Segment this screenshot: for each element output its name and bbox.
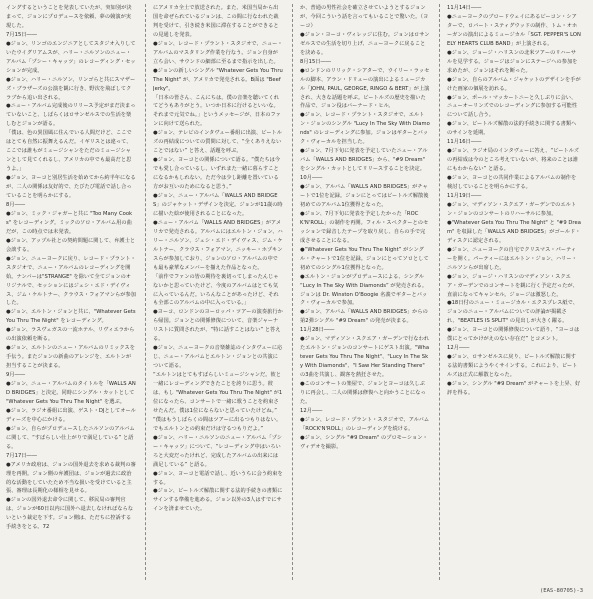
paragraph: ●ジョン、ジョージ・ハリスンのマディソン・スクエア・ガーデンでのコンサートを観に行く予定だったが、直前になってキャンセル。ジョージは激怒した。	[447, 273, 578, 298]
paragraph: 10月――	[300, 175, 323, 182]
paragraph: イングするということを発表していたが、突如別が決まって、ジョンにプロデュースを依頼、夢の競演が実現した。	[6, 5, 132, 29]
paragraph: ●エルトン・ジョンがプロデュースによる、シングル “Lucy In The Sky With Diamonds” が発売される。ジョンは Dr. Winston O'Boogie 名義でギターとバック・ヴォーカルで参加。	[300, 273, 428, 307]
text-column-4	[447, 4, 581, 582]
paragraph: ●ジョン、ヨーコとの共同作業によるアルバムの制作を検討していることを明らかにする。	[447, 175, 577, 191]
paragraph: ●ジョン、ロサンゼルスに戻り、ビートルズ解散に関する法的書類にようやくサインする。これにより、ビートルズは正式に解散となった。	[447, 354, 578, 379]
paragraph: ●ジョン、レコード・プラント・スタジオで、エルトン・ジョンのシングル "Lucy In The Sky With Diamonds" のレコーディングに参加。ジョンはギターとバック・ヴォーカルを担当した。	[300, 112, 430, 146]
paragraph: ●ジョン、ニュー・アルバムのタイトルを「WALLS AND BRIDGES」と決定。同時にシングル・カットとして "Whatever Gets You Thru The Night" を選ぶ。	[6, 381, 136, 405]
paragraph: 「日本の皆さん、こんにちは。僕の音楽を聴いてくれてどうもありがとう。いつか日本に行けるといいな。それまで元気でね。」というメッセージが、日本のファンに向けて送られた。	[153, 94, 281, 128]
paragraph: ●ニュー・アルバム完成後のリリース予定がまだ決まっていないこと、しばらくはロサンゼルスでの生活を楽しむとジョンが語る。	[6, 103, 136, 128]
paragraph: ●ジョン、アルバム「WALLS AND BRIDGES」からの第2弾シングル "#9 Dream" の発売が決まる。	[300, 309, 428, 325]
paragraph: ●ジョン、ヨーコと電話で話し、近いうちに会う約束をする。	[153, 470, 283, 486]
catalog-number: (EAS-80705)-3	[539, 588, 583, 594]
paragraph: ●ジョン、ポール・マッカートニーと久しぶりに会い、ニューオーリンズでのレコーディングに参加する可能性について話し合う。	[447, 94, 578, 119]
paragraph: ●ジョン、シングル "#9 Dream" がチャートを上昇、好評を得る。	[447, 381, 581, 396]
paragraph: ●ジョンの国外退去命令に関して、移民局の審判官は、ジョンが60日以内に国外へ退去しなければならないという裁定を下す。ジョン側は、ただちに控訴する手続きをとる。72	[6, 497, 134, 531]
paragraph: ●ニュー・アルバム「WALLS AND BRIDGES」がアメリカで発売される。アルバムにはエルトン・ジョン、ハリー・ニルソン、ジェシ・エド・デイヴィス、ジム・ケルトナー、クラウス・フォアマン、ニッキー・ホプキンスらが参加しており、ジョンのソロ・アルバムの中でも最も豪華なメンバーを揃えた作品となった。	[153, 219, 283, 271]
paragraph: ●ジョン、ヨーコとの関係について語る。“僕たちは今でも愛し合っているし、いずれまた一緒に暮らすことになるかもしれない。ただ今は少し距離を置いている方がお互いのためになると思う。”	[153, 157, 281, 191]
paragraph: ●ジョン、ハリー・ニルソンのニュー・アルバム「プシー・キャッツ」について、“レコーディング中はいろいろと大変だったけれど、完成したアルバムの出来には満足している” と語る。	[153, 434, 282, 468]
paragraph: 9月――	[6, 372, 26, 379]
paragraph: ●ロンドンのリリック・シアターで、ウイリー・ラッセルの脚本、アラン・ドリューの演出によるミュージカル「JOHN, PAUL, GEORGE, RINGO & BERT」が上演され、大きな話題を呼ぶ。ビートルズの歴史を描いた作品で、ジョン役はバーナード・ヒル。	[300, 67, 430, 110]
paragraph: 11月14日――	[447, 5, 482, 11]
paragraph: ●ジョン、ハリー・ニルソン、リンゴらと共にスマザーズ・ブラザーズの公演を観に行き、野次を飛ばしてクラブから追い出される。	[6, 76, 136, 101]
paragraph: 7月15日――	[6, 31, 38, 38]
paragraph: ●ジョン、ミック・ジャガーと共に "Too Many Cooks" をレコーディング。ミックのソロ・アルバム用の曲だが、この時点では未発表。	[6, 210, 133, 235]
paragraph: ●ジョン、ラジオ局のインタヴューに答え、“ビートルズの再結成は今のところ考えていないが、将来のことは誰にもわからない” と語る。	[447, 148, 580, 173]
paragraph: 8月15日――	[300, 58, 332, 65]
text-column-2	[153, 4, 283, 582]
paragraph: ●このコンサートの楽屋で、ジョンとヨーコは久しぶりに再会し、二人の関係は修復へと向かうことになった。	[300, 381, 426, 405]
paragraph: ●18日付のニュー・ミュージカル・エクスプレス紙で、ジョンのニュー・アルバムについての評論が掲載され、"BEATLES IS SPLIT" の見出しが大きく躍る。	[447, 300, 579, 325]
paragraph: ●ジョン、ニュー・アルバム「WALLS AND BRIDGES」のジャケット・デザインを決定。ジョンが11歳の時に描いた絵が使用されることになった。	[153, 193, 283, 217]
paragraph: ●ジョン、自らがプロデュースしたニルソンのアルバムに関して、“すばらしい仕上がりで満足している” と語る。	[6, 425, 135, 450]
paragraph: ●ジョン、ジョージ・ハリスンの北米ツアーのリハーサルを見学する。ジョージはジョンにステージへの参加を求めたが、ジョンはそれを断った。	[447, 49, 578, 74]
column-divider	[439, 4, 441, 580]
paragraph: ●ジョン、レコード・プラント・スタジオで、ニュー・アルバムのマスタリング作業を行なう。ジョン自身が立ち会い、サウンドの細部に至るまで指示を出した。	[153, 40, 283, 65]
paragraph: ●ジョン、ニューヨークの音楽雑誌のインタヴューに応じ、ニュー・アルバムとエルトン・ジョンとの共演について語る。	[153, 345, 283, 370]
paragraph: ●ジョン、エルトンのニュー・アルバムのリミックスを手伝う。またジョンの新曲のアレンジを、エルトンが担当することが決まる。	[6, 345, 136, 370]
paragraph: 11月16日――	[447, 139, 482, 146]
paragraph: ●ジョン、7月下旬に発表を予定したかった「ROCK'N'ROLL」の制作を再開。フィル・スペクターとのセッションで録音したテープを取り戻し、自らの手で完成させることになる。	[300, 210, 429, 244]
paragraph: ●ニューヨークのブロードウェイにあるビーコン・シアターで、ロバート・スティグウッドの制作、トム・オホーガンの演出によるミュージカル「SGT. PEPPER'S LONELY HEARTS CLUB BAND」が上演される。	[447, 13, 581, 47]
paragraph: ●アメリカ政府は、ジョンの国外退去を求める裁判の審理を再開。ジョン側の弁護団は、ジョンが過去に政治的な活動をしていたため不当な扱いを受けていると主張、審理は長期化の様相を見せる。	[6, 461, 136, 495]
paragraph: か、普通の男性社会を確立させていようとするジョンが、今回こういう話を言ってもいることで驚いた。（ヨーコ）	[300, 5, 429, 29]
paragraph: ●ジョン、ヨーコと別居生活を始めてから約半年になるが、二人の関係は友好的で、たびたび電話で話し合っていることを明らかにする。	[6, 175, 136, 200]
paragraph: ●ジョン、ラスヴェガスの一流ホテル、リヴィエラからの出演依頼を断る。	[6, 327, 135, 343]
text-column-1	[6, 4, 136, 582]
paragraph: 11月19日――	[447, 193, 482, 200]
paragraph: 11月28日――	[300, 327, 335, 334]
paragraph: ●ジョン、ビートルズ解散に関する法的手続きの書類にサインする準備を進める。ジョン以外の3人はすでにサインを済ませていた。	[153, 488, 283, 513]
paragraph: ●ジョン、ヨーコとの関係修復について語り、“ヨーコは僕にとってかけがえのない存在だ” とコメント。	[447, 327, 580, 343]
paragraph: ●ジョン、ニューヨークに戻り、レコード・プラント・スタジオで、ニュー・アルバムのレコーディングを開始。ナンバーは"STRANGE" を除いて全てジョンのオリジナルで、セッションにはジェシ・エド・デイヴィス、ジム・ケルトナー、クラウス・フォアマンらが参加した。	[6, 255, 136, 307]
paragraph: 「僕は、色の異国風に住んでいる人間だけど、ここではとても自然に振舞えるんだ。イギリスとは違って、ここでは誰もがミュージシャンをただのミュージシャンとして見てくれるし、アメリカの中でも最高だと思うよ。」	[6, 130, 132, 173]
paragraph: ●ジョン、シングル "#9 Dream" のプロモーション・ヴィデオを撮影。	[300, 434, 428, 450]
paragraph: 12月――	[447, 345, 470, 352]
paragraph: 8月――	[6, 201, 26, 208]
paragraph: ●ジョン、レコード・プラント・スタジオで、アルバム「ROCK'N'ROLL」のレコーディングを続ける。	[300, 416, 430, 432]
paragraph: ●ジョン、リンゴのエンジニアとしてスタジオ入りしていたウイグリアムスが、ハリー・ニルソンのニュー・アルバム「プシー・キャッツ」のレコーディング・セッションが完成。	[6, 40, 136, 74]
paragraph: ●ジョン・ヨーコ・ヴィレッジに住む。ジョンはロサンゼルスでの生活を切り上げ、ニューヨークに戻ることを決める。	[300, 31, 430, 56]
paragraph: ●ジョン、ビートルズ解散の法的手続きに関する書類へのサインを延期。	[447, 121, 577, 137]
paragraph: ●ジョン、ニューヨークの自宅でクリスマス・パーティーを開く。パーティーにはエルトン・ジョン、ハリー・ニルソンらが出席した。	[447, 246, 577, 271]
paragraph: ●ジョン、アップル社との契約問題に関して、弁護士と会談する。	[6, 237, 136, 253]
text-column-3	[300, 4, 430, 582]
paragraph: ●ジョン、エルトン・ジョンと共に、"Whatever Gets You Thru The Night" をレコーディング。	[6, 309, 136, 325]
paragraph: ●ヨーコ、ロンドンのヨーロッパ・ツアーの演奏旅行から帰国。ジョンとの関係修復について、音楽ジャーナリストに質問されたが、“特に話すことはない” と答える。	[153, 309, 283, 343]
paragraph: ●ジョン、自らのアルバム・ジャケットのデザインを手がけた画家の個展を訪れる。	[447, 76, 581, 92]
column-divider	[292, 4, 294, 580]
paragraph: ●"Whatever Gets You Thru The Night" と "#9 Dream" を収録した「WALLS AND BRIDGES」がゴールド・ディスクに認定される。	[447, 219, 581, 244]
column-divider	[145, 4, 147, 580]
paragraph: ●ジョン、7月下旬に発表を予定していたニュー・アルバム「WALLS AND BRIDGES」から、"#9 Dream" をシングル・カットとしてリリースすることを決定。	[300, 148, 428, 173]
paragraph: ●ジョン、テレビのインタヴュー番組に出演、ビートルズの再結成についての質問に対して、“全くありえないことではない” と答え、話題を呼ぶ。	[153, 130, 283, 155]
paragraph: ●ジョン、マディソン・スクエア・ガーデンで行なわれたエルトン・ジョンのコンサートにゲスト出演。"Whatever Gets You Thru The Night"、"Lucy In The Sky With Diamonds"、"I Saw Her Standing There" の3曲を共演し、観客を熱狂させた。	[300, 336, 430, 379]
paragraph: 12月――	[300, 407, 323, 414]
paragraph: 「前作でファンの皆の期待を裏切ってしまったんじゃないかと思っていたけど、今度のアルバムはとても気に入っているんだ。いろんなことがあったけど、それも全部このアルバムの中に入っている。」	[153, 273, 279, 307]
paragraph: にアメリカ全土で放送された。また、米国当局から出国を命ぜられているジョンは、この間に行なわれた裁判を受けて、引き続き米国に滞在することができるとの見通しを発表。	[153, 5, 279, 38]
paragraph: ●ジョン、ラジオ番組に出演、ゲスト・DJとしてオールディーズを中心にかける。	[6, 407, 136, 423]
paragraph: ●ジョン、アルバム「WALLS AND BRIDGES」がチャートで1位を記録。ジョンにとってはビートルズ解散後初めてのアルバム1位獲得となった。	[300, 184, 429, 208]
paragraph: ●ジョン、マディソン・スクエア・ガーデンでのエルトン・ジョンのコンサートのリハーサルに参加。	[447, 201, 577, 217]
paragraph: ●ジョンの新しいシングル "Whatever Gets You Thru The Night" が、アメリカで発売される。B面は "Beef Jerky"。	[153, 67, 283, 92]
paragraph: 7月17日――	[6, 452, 38, 459]
liner-notes-page	[6, 4, 587, 584]
paragraph: “僕はもうしばらくの間はツアーに出るつもりはない。でもエルトンとの約束だけは守るつもりだよ。”	[153, 416, 282, 432]
paragraph: ●“Whatever Gets You Thru The Night” がシングル・チャートで1位を記録。ジョンにとってソロとして初めてのシングル1位獲得となった。	[300, 246, 429, 271]
paragraph: “エルトンはとてもすばらしいミュージシャンだ。彼と一緒にレコーディングできたことを誇りに思う。彼は、もし "Whatever Gets You Thru The Night" が1位になったら、コンサートで一緒に歌うことを約束させたんだ。僕は1位にならないと思っていたけどね。”	[153, 372, 283, 414]
